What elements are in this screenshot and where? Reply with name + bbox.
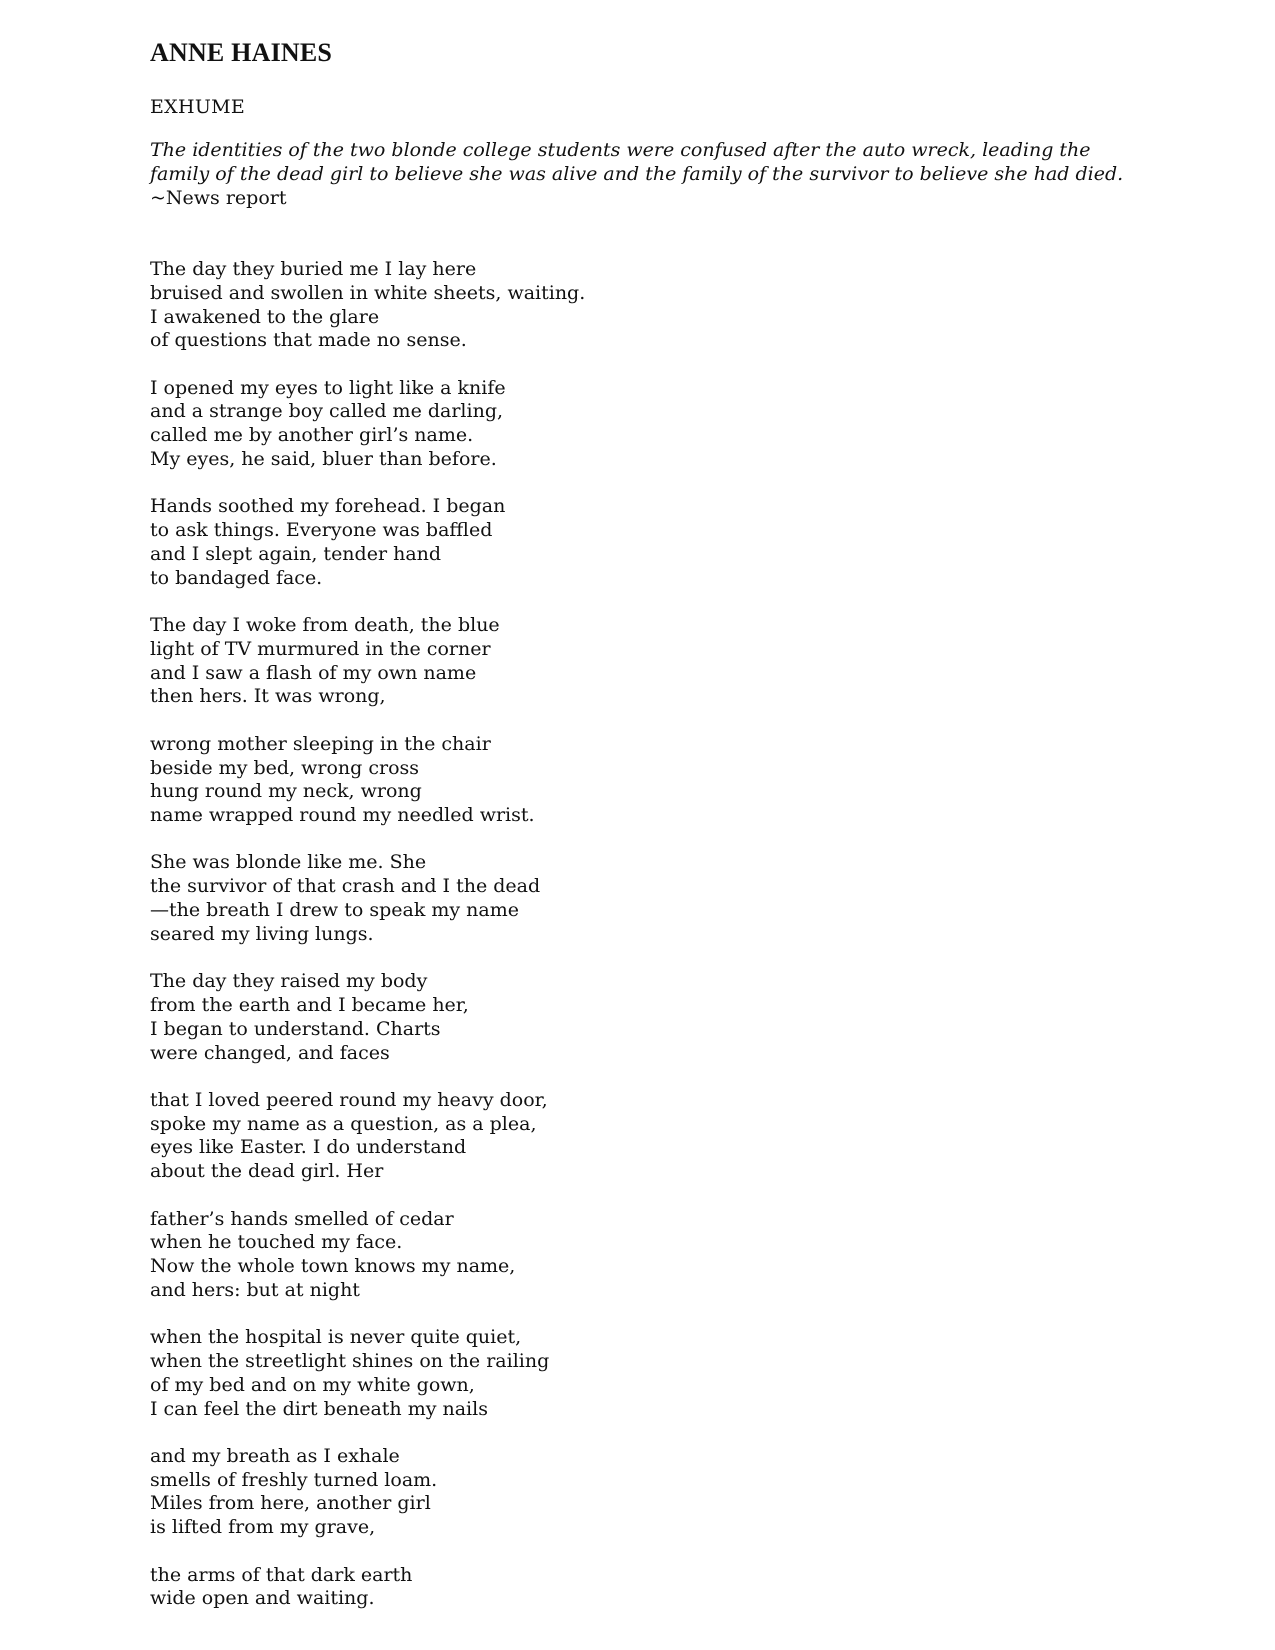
epigraph-text: The identities of the two blonde college students were confused after the auto wreck, leading the family of the dead girl to believe she was alive and the family of the survivor to believe she had died. xyxy=(150,139,1124,185)
poem-line: when the streetlight shines on the railing xyxy=(150,1349,550,1372)
stanza xyxy=(150,1564,1150,1612)
poem-line: from the earth and I became her, xyxy=(150,993,469,1016)
poem-line: and I saw a flash of my own name xyxy=(150,661,477,684)
poem-line: called me by another girl’s name. xyxy=(150,424,474,447)
poem-line: of questions that made no sense. xyxy=(150,329,467,352)
poem-line: The day they buried me I lay here xyxy=(150,258,477,280)
poem-line: I can feel the dirt beneath my nails xyxy=(150,1397,488,1420)
poem-line: and a strange boy called me darling, xyxy=(150,400,504,423)
poem-line: bruised and swollen in white sheets, waiting. xyxy=(150,281,586,304)
poem-line: wrong mother sleeping in the chair xyxy=(150,732,491,755)
epigraph xyxy=(150,138,1140,210)
poem-line: the survivor of that crash and I the dead xyxy=(150,875,541,898)
poem-line: She was blonde like me. She xyxy=(150,851,427,874)
poem-line: the arms of that dark earth xyxy=(150,1563,413,1586)
poem-line: eyes like Easter. I do understand xyxy=(150,1136,467,1159)
poem-title: EXHUME xyxy=(150,96,246,118)
poem-line: about the dead girl. Her xyxy=(150,1160,384,1183)
poem-line: then hers. It was wrong, xyxy=(150,685,386,708)
author-name: ANNE HAINES xyxy=(150,38,333,67)
poem-line: hung round my neck, wrong xyxy=(150,780,422,803)
epigraph-attribution: ~News report xyxy=(150,187,287,209)
poem-line: name wrapped round my needled wrist. xyxy=(150,804,535,827)
document-page xyxy=(150,36,1150,1635)
poem-line: wide open and waiting. xyxy=(150,1587,375,1610)
stanza xyxy=(150,377,1150,472)
poem-line: spoke my name as a question, as a plea, xyxy=(150,1112,537,1135)
stanza xyxy=(150,258,1150,353)
stanza xyxy=(150,495,1150,590)
poem-line: I opened my eyes to light like a knife xyxy=(150,376,506,399)
poem-line: light of TV murmured in the corner xyxy=(150,637,491,660)
stanza xyxy=(150,970,1150,1065)
poem-line: The day they raised my body xyxy=(150,970,428,993)
poem-line: and I slept again, tender hand xyxy=(150,542,442,565)
poem-line: —the breath I drew to speak my name xyxy=(150,899,519,922)
poem-line: that I loved peered round my heavy door, xyxy=(150,1088,548,1111)
poem-line: father’s hands smelled of cedar xyxy=(150,1207,454,1230)
poem-line: I began to understand. Charts xyxy=(150,1017,441,1040)
poem-line: is lifted from my grave, xyxy=(150,1516,376,1539)
stanza xyxy=(150,1326,1150,1421)
poem-line: when the hospital is never quite quiet, xyxy=(150,1326,522,1349)
poem-line: were changed, and faces xyxy=(150,1041,390,1064)
poem-line: The day I woke from death, the blue xyxy=(150,614,500,637)
poem-body xyxy=(150,258,1150,1611)
poem-line: Now the whole town knows my name, xyxy=(150,1255,516,1278)
stanza xyxy=(150,1089,1150,1184)
stanza xyxy=(150,614,1150,709)
poem-line: smells of freshly turned loam. xyxy=(150,1468,438,1491)
poem-line: to bandaged face. xyxy=(150,566,323,589)
stanza xyxy=(150,733,1150,828)
stanza xyxy=(150,1445,1150,1540)
poem-line: My eyes, he said, bluer than before. xyxy=(150,448,497,471)
poem-line: of my bed and on my white gown, xyxy=(150,1373,475,1396)
poem-line: and my breath as I exhale xyxy=(150,1444,400,1467)
poem-line: to ask things. Everyone was baffled xyxy=(150,519,493,542)
poem-line: when he touched my face. xyxy=(150,1231,403,1254)
poem-line: beside my bed, wrong cross xyxy=(150,756,420,779)
poem-line: Miles from here, another girl xyxy=(150,1492,431,1515)
poem-line: I awakened to the glare xyxy=(150,305,380,328)
stanza xyxy=(150,1208,1150,1303)
stanza xyxy=(150,851,1150,946)
poem-line: and hers: but at night xyxy=(150,1278,360,1301)
poem-line: Hands soothed my forehead. I began xyxy=(150,495,506,518)
poem-line: seared my living lungs. xyxy=(150,922,374,945)
